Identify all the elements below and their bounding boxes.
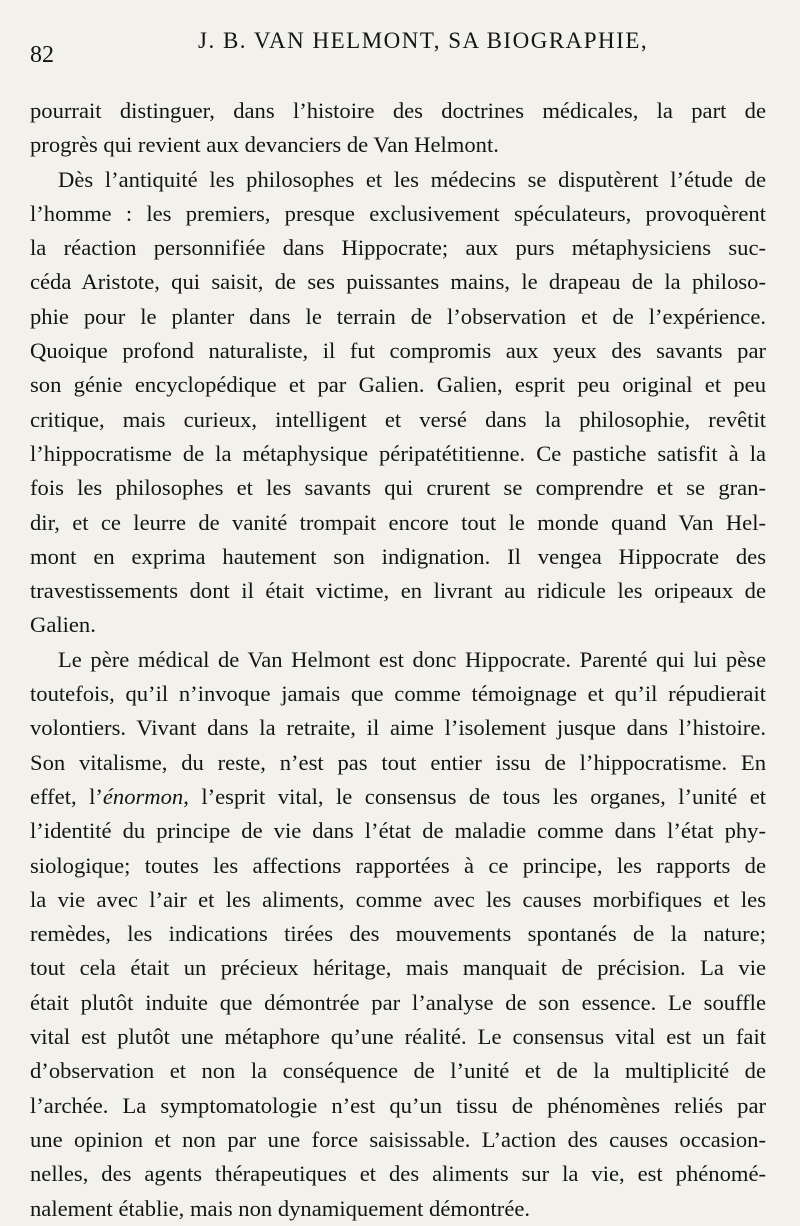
text-line: travestissements dont il était victime, en livrant au ridicule les oripeaux de <box>30 578 766 604</box>
text-line: remèdes, les indications tirées des mouvements spontanés de la nature; <box>30 921 766 947</box>
text-line: phie pour le planter dans le terrain de l’observation et de l’expérience. <box>30 303 766 329</box>
italic-term: énormon <box>102 783 184 809</box>
text-line: vital est plutôt une métaphore qu’une réalité. Le consensus vital est un fait <box>30 1024 766 1050</box>
text-line: progrès qui revient aux devanciers de Van Helmont. <box>30 132 499 158</box>
text-line: Dès l’antiquité les philosophes et les médecins se disputèrent l’étude de <box>58 166 766 192</box>
text-line: tout cela était un précieux héritage, mais manquait de précision. La vie <box>30 955 766 981</box>
text-line: pourrait distinguer, dans l’histoire des doctrines médicales, la part de <box>30 98 766 123</box>
running-head: J. B. VAN HELMONT, SA BIOGRAPHIE, <box>198 28 649 53</box>
text-line: siologique; toutes les affections rapportées à ce principe, les rapports de <box>30 852 766 878</box>
page-number: 82 <box>30 42 54 68</box>
text-line: Le père médical de Van Helmont est donc Hippocrate. Parenté qui lui pèse <box>58 646 766 672</box>
text-line: volontiers. Vivant dans la retraite, il aime l’isolement jusque dans l’histoire. <box>30 715 766 741</box>
text-line: nelles, des agents thérapeutiques et des aliments sur la vie, est phénomé- <box>30 1161 766 1187</box>
text-line: l’identité du principe de vie dans l’état de maladie comme dans l’état phy- <box>30 818 766 844</box>
text-line: critique, mais curieux, intelligent et versé dans la philosophie, revêtit <box>30 406 766 432</box>
text-line: l’archée. La symptomatologie n’est qu’un tissu de phénomènes reliés par <box>30 1092 766 1118</box>
body-text <box>30 94 766 1226</box>
text-line: la vie avec l’air et les aliments, comme avec les causes morbifiques et les <box>30 886 766 912</box>
text-line: l’hippocratisme de la métaphysique péripatétitienne. Ce pastiche satisfit à la <box>30 440 766 466</box>
text-line: Galien. <box>30 612 96 638</box>
text-line: était plutôt induite que démontrée par l’analyse de son essence. Le souffle <box>30 989 766 1015</box>
paragraph <box>30 94 766 163</box>
text-line: une opinion et non par une force saisissable. L’action des causes occasion- <box>30 1126 766 1152</box>
text-line: Son vitalisme, du reste, n’est pas tout entier issu de l’hippocratisme. En <box>30 749 766 775</box>
text-line: effet, l’énormon, l’esprit vital, le consensus de tous les organes, l’unité et <box>30 783 766 809</box>
text-line: l’homme : les premiers, presque exclusivement spéculateurs, provoquèrent <box>30 200 766 226</box>
text-line: nalement établie, mais non dynamiquement démontrée. <box>30 1195 531 1221</box>
text-line: son génie encyclopédique et par Galien. Galien, esprit peu original et peu <box>30 372 766 398</box>
text-line: céda Aristote, qui saisit, de ses puissantes mains, le drapeau de la philoso- <box>30 269 766 295</box>
text-line: la réaction personnifiée dans Hippocrate; aux purs métaphysiciens suc- <box>30 235 766 261</box>
text-line: d’observation et non la conséquence de l’unité et de la multiplicité de <box>30 1058 766 1084</box>
paragraph <box>30 643 766 1226</box>
page-header <box>30 28 766 76</box>
text-line: toutefois, qu’il n’invoque jamais que comme témoignage et qu’il répudierait <box>30 681 766 707</box>
paragraph <box>30 163 766 643</box>
text-line: mont en exprima hautement son indignation. Il vengea Hippocrate des <box>30 543 766 569</box>
text-line: Quoique profond naturaliste, il fut compromis aux yeux des savants par <box>30 338 766 364</box>
text-line: dir, et ce leurre de vanité trompait encore tout le monde quand Van Hel- <box>30 509 766 535</box>
text-line: fois les philosophes et les savants qui crurent se comprendre et se gran- <box>30 475 766 501</box>
